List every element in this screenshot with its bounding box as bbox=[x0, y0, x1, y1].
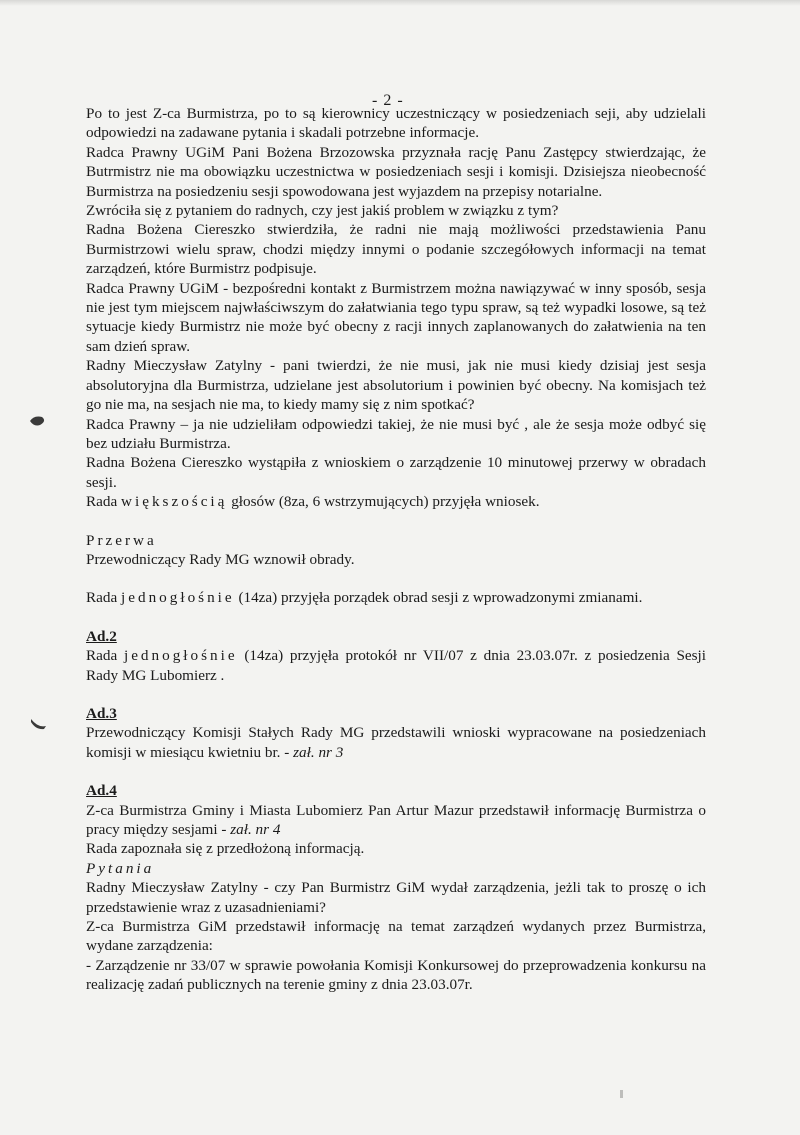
vote-paragraph bbox=[86, 492, 706, 511]
vote-emphasis: jednogłośnie bbox=[123, 647, 238, 665]
paragraph: - Zarządzenie nr 33/07 w sprawie powołania Komisji Konkursowej do przeprowadzenia konkursu na realizację zadań publicznych na terenie gminy z dnia 23.03.07r. bbox=[86, 956, 706, 994]
attachment-ref: zał. nr 4 bbox=[230, 821, 281, 838]
paragraph: Radca Prawny UGiM Pani Bożena Brzozowska przyznała rację Panu Zastępcy stwierdzając, że Butrmistrz nie ma obowiązku uczestnictwa w posiedzeniach sesji i komisji. Dzisiejsza nieobecność Burmistrza na posiedzeniu sesji spowodowana jest wyjazdem na przepisy notarialne. bbox=[86, 143, 706, 200]
paragraph: Po to jest Z-ca Burmistrza, po to są kierownicy uczestniczący w posiedzeniach seji, aby udzielali odpowiedzi na zadawane pytania i skadali potrzebne informacje. bbox=[86, 105, 706, 142]
vote-paragraph bbox=[86, 646, 706, 685]
paragraph: Radca Prawny – ja nie udzieliłam odpowiedzi takiej, że nie musi być , ale że sesja może odbyć się bez udziału Burmistrza. bbox=[86, 415, 706, 452]
paragraph: Rada zapoznała się z przedłożoną informacją. bbox=[86, 840, 365, 858]
document-body bbox=[86, 104, 706, 995]
paragraph: Z-ca Burmistrza GiM przedstawił informację na temat zarządzeń wydanych przez Burmistrza, wydane zarządzenia: bbox=[86, 918, 706, 955]
punch-hole-icon bbox=[28, 716, 48, 730]
vote-text: głosów (8za, 6 wstrzymujących) przyjęła wniosek. bbox=[227, 493, 540, 511]
paragraph: Radna Bożena Ciereszko stwierdziła, że radni nie mają możliwości przedstawienia Panu Burmistrzowi wielu spraw, chodzi między innymi o podanie szczegółowych informacji na temat zarządzeń, które Burmistrz podpisuje. bbox=[86, 221, 706, 278]
scan-edge bbox=[0, 0, 800, 6]
paragraph: Radny Mieczysław Zatylny - pani twierdzi, że nie musi, jak nie musi kiedy dzisiaj jest sesja absolutoryjna dla Burmistrza, udzielane jest absolutorium i powinien być obecny. Na komisjach też go nie ma, na sesjach nie ma, to kiedy mamy się z nim spotkać? bbox=[86, 357, 706, 414]
section-text: Z-ca Burmistrza Gminy i Miasta Lubomierz Pan Artur Mazur przedstawił informację Burmistrza o pracy między sesjami - bbox=[86, 801, 706, 838]
questions-heading: Pytania bbox=[86, 859, 155, 877]
vote-paragraph bbox=[86, 588, 706, 607]
vote-text: (14za) przyjęła porządek obrad sesji z wprowadzonymi zmianami. bbox=[234, 589, 643, 607]
vote-text: (14za) przyjęła protokół nr VII/07 z dnia 23.03.07r. z posiedzenia Sesji Rady MG Lubomierz . bbox=[86, 647, 706, 684]
paragraph bbox=[86, 801, 706, 840]
paragraph: Radny Mieczysław Zatylny - czy Pan Burmistrz GiM wydał zarządzenia, jeżli tak to proszę o ich przedstawienie wraz z uzasadnieniami? bbox=[86, 879, 706, 916]
punch-hole-icon bbox=[28, 414, 48, 428]
vote-emphasis: jednogłośnie bbox=[121, 589, 235, 607]
vote-text: Rada bbox=[86, 589, 122, 607]
attachment-ref: zał. nr 3 bbox=[293, 743, 344, 761]
section-heading-ad3: Ad.3 bbox=[86, 704, 117, 722]
page-number: - 2 - bbox=[372, 92, 404, 109]
section-heading-ad4: Ad.4 bbox=[86, 782, 117, 800]
paragraph: Przewodniczący Rady MG wznowił obrady. bbox=[86, 550, 355, 568]
vote-text: Rada bbox=[86, 493, 122, 511]
scan-speck bbox=[620, 1090, 623, 1098]
section-text: Przewodniczący Komisji Stałych Rady MG przedstawili wnioski wypracowane na posiedzeniach komisji w miesiącu kwietniu br. - bbox=[86, 724, 706, 761]
section-heading-ad2: Ad.2 bbox=[86, 627, 117, 645]
break-heading: Przerwa bbox=[86, 531, 157, 549]
vote-emphasis: większością bbox=[121, 493, 228, 511]
paragraph bbox=[86, 723, 706, 762]
paragraph: Radna Bożena Ciereszko wystąpiła z wnioskiem o zarządzenie 10 minutowej przerwy w obradach sesji. bbox=[86, 454, 706, 491]
paragraph: Zwróciła się z pytaniem do radnych, czy jest jakiś problem w związku z tym? bbox=[86, 202, 559, 220]
paragraph: Radca Prawny UGiM - bezpośredni kontakt z Burmistrzem można nawiązywać w inny sposób, sesja nie jest tym miejscem najwłaściwszym do załatwiania tego typu spraw, są też wypadki losowe, są też sytuacje kiedy Burmistrz nie może być obecny z racji innych zaplanowanych do załatwienia na ten sam dzień spraw. bbox=[86, 279, 706, 355]
vote-text: Rada bbox=[86, 647, 124, 665]
